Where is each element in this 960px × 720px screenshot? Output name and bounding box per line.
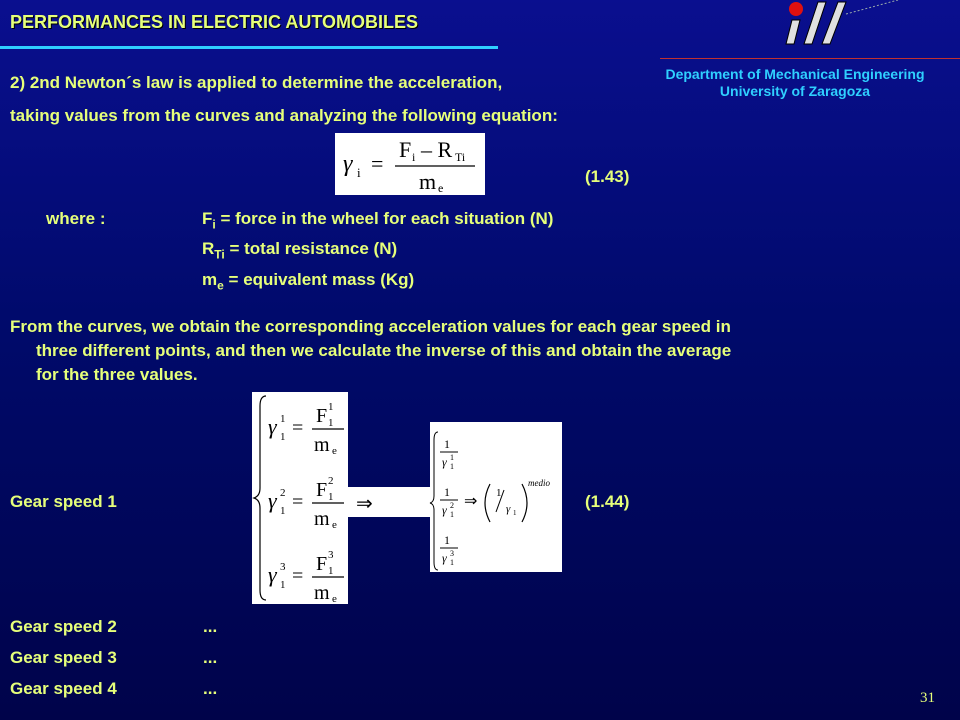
paragraph-line-3: for the three values. <box>36 365 198 384</box>
svg-text:m: m <box>314 434 330 456</box>
department-divider <box>660 58 960 59</box>
svg-text:=: = <box>292 417 304 439</box>
definition-mass: $m_e$ = equivalent mass (Kg) <box>202 270 415 293</box>
department-name: Department of Mechanical Engineering <box>665 66 925 82</box>
gear-speed-2-label: Gear speed 2 <box>10 617 117 636</box>
svg-text:1: 1 <box>513 509 517 517</box>
svg-text:2: 2 <box>280 487 286 499</box>
svg-text:3: 3 <box>280 561 286 573</box>
svg-text:e: e <box>332 519 337 531</box>
department-block <box>630 66 960 100</box>
equation-1-43 <box>335 133 485 195</box>
svg-text:medio: medio <box>528 478 550 488</box>
equation-1-44 <box>252 392 562 604</box>
svg-text:1: 1 <box>450 453 454 462</box>
explanation-paragraph <box>10 315 928 387</box>
svg-text:F: F <box>316 553 328 575</box>
svg-text:3: 3 <box>450 549 454 558</box>
svg-text:m: m <box>314 508 330 530</box>
svg-text:2: 2 <box>328 475 334 487</box>
definition-force-text: = force in the wheel for each situation (N) <box>220 209 554 228</box>
svg-text:F: F <box>316 405 328 427</box>
svg-text:F: F <box>399 137 412 162</box>
paragraph-line-2: three different points, and then we calculate the inverse of this and obtain the average <box>36 341 732 360</box>
intro-line-2: taking values from the curves and analyzing the following equation: <box>10 106 558 125</box>
svg-text:1: 1 <box>280 579 286 591</box>
svg-text:γ: γ <box>268 562 277 587</box>
svg-text:1: 1 <box>444 485 450 499</box>
svg-text:1: 1 <box>444 437 450 451</box>
where-label: where : <box>46 209 106 228</box>
svg-text:1: 1 <box>450 510 454 519</box>
gear-speed-3-value: ... <box>203 648 218 667</box>
svg-text:3: 3 <box>328 549 334 561</box>
gear-speed-4-value: ... <box>203 679 218 698</box>
svg-text:– R: – R <box>421 137 453 162</box>
svg-text:e: e <box>438 181 444 195</box>
university-logo <box>780 0 900 50</box>
svg-text:F: F <box>316 479 328 501</box>
svg-text:m: m <box>314 582 330 604</box>
svg-text:γ: γ <box>442 455 447 469</box>
svg-text:=: = <box>292 491 304 513</box>
definition-force: $F_i$ = force in the wheel for each situation (N) <box>202 209 554 232</box>
svg-text:γ: γ <box>268 488 277 513</box>
svg-text:e: e <box>332 445 337 457</box>
svg-text:1: 1 <box>450 558 454 567</box>
svg-text:γ: γ <box>442 503 447 517</box>
svg-text:1: 1 <box>450 462 454 471</box>
svg-text:Ti: Ti <box>455 150 466 164</box>
svg-text:1: 1 <box>328 565 334 577</box>
svg-text:1: 1 <box>444 533 450 547</box>
svg-text:⇒: ⇒ <box>464 493 478 510</box>
definition-resistance: $R_{Ti}$ = total resistance (N) <box>202 239 398 262</box>
svg-text:1: 1 <box>328 491 334 503</box>
svg-text:1: 1 <box>280 505 286 517</box>
definition-resistance-text: = total resistance (N) <box>229 239 398 258</box>
intro-line-1: 2) 2nd Newton´s law is applied to determine the acceleration, <box>10 73 503 92</box>
svg-text:1: 1 <box>280 431 286 443</box>
svg-text:γ: γ <box>343 151 353 177</box>
svg-text:1: 1 <box>280 413 286 425</box>
svg-text:1: 1 <box>328 417 334 429</box>
page-number: 31 <box>920 690 935 706</box>
svg-text:1: 1 <box>496 487 502 499</box>
svg-text:γ: γ <box>442 551 447 565</box>
equation-number-1-44: (1.44) <box>585 492 630 511</box>
gear-speed-3-label: Gear speed 3 <box>10 648 117 667</box>
slide-title: PERFORMANCES IN ELECTRIC AUTOMOBILES <box>10 12 419 32</box>
svg-text:2: 2 <box>450 501 454 510</box>
svg-text:i: i <box>357 165 361 180</box>
svg-text:=: = <box>371 151 384 176</box>
university-name: University of Zaragoza <box>719 83 871 99</box>
svg-text:1: 1 <box>328 401 334 413</box>
gear-speed-1-label: Gear speed 1 <box>10 492 117 511</box>
definition-mass-text: = equivalent mass (Kg) <box>228 270 415 289</box>
svg-text:e: e <box>332 593 337 604</box>
title-underline <box>0 46 498 49</box>
gear-speed-4-label: Gear speed 4 <box>10 679 117 698</box>
svg-text:⇒: ⇒ <box>356 493 373 515</box>
svg-text:i: i <box>412 150 416 164</box>
svg-text:m: m <box>419 169 437 194</box>
svg-text:γ: γ <box>506 503 511 515</box>
equation-number-1-43: (1.43) <box>585 167 630 186</box>
paragraph-line-1: From the curves, we obtain the corresponding acceleration values for each gear speed in <box>10 317 731 336</box>
svg-text:γ: γ <box>268 414 277 439</box>
gear-speed-2-value: ... <box>203 617 218 636</box>
svg-text:=: = <box>292 565 304 587</box>
